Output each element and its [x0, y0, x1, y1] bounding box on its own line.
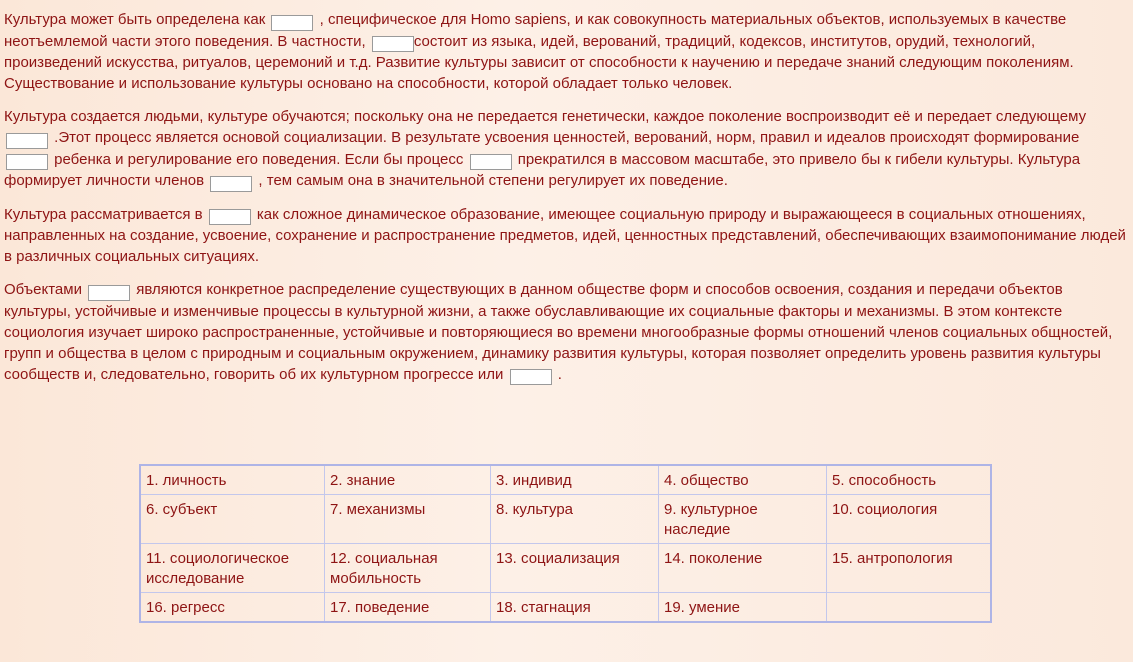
table-row: [140, 495, 991, 544]
answer-blank-6[interactable]: [210, 176, 252, 192]
text-segment: ребенка и регулирование его поведения. Если бы процесс: [50, 150, 468, 168]
text-segment: прекратился в массовом масштабе, это привело бы к гибели культуры. Культура формирует личности членов: [4, 150, 1081, 189]
option-cell: 17. поведение: [325, 593, 491, 623]
paragraph-4: [4, 279, 1129, 385]
option-cell: 2. знание: [325, 465, 491, 495]
answer-blank-2[interactable]: [372, 36, 414, 52]
text-segment: , тем самым она в значительной степени регулирует их поведение.: [254, 172, 728, 189]
option-cell: 9. культурное наследие: [659, 495, 827, 544]
text-segment: Культура может быть определена как: [4, 11, 270, 28]
text-segment: , специфическое для Homo sapiens, и как совокупность материальных объектов, используемых в качестве неотъемлемой части этого поведения. В частности,: [4, 11, 1067, 50]
option-cell: 6. субъект: [140, 495, 325, 544]
answer-blank-9[interactable]: [510, 369, 552, 385]
answer-blank-1[interactable]: [271, 15, 313, 31]
text-segment: .Этот процесс является основой социализации. В результате усвоения ценностей, верований, норм, правил и идеалов происходят формирование: [50, 129, 1080, 146]
option-cell: 11. социологическое исследование: [140, 544, 325, 593]
text-segment: Культура создается людьми, культуре обучаются; поскольку она не передается генетически, каждое поколение воспроизводит её и передает следующему: [4, 108, 1087, 125]
text-segment: Объектами: [4, 281, 87, 298]
paragraph-2: [4, 106, 1129, 192]
option-cell: 12. социальная мобильность: [325, 544, 491, 593]
option-cell: 5. способность: [827, 465, 992, 495]
option-cell: 4. общество: [659, 465, 827, 495]
option-cell: 15. антропология: [827, 544, 992, 593]
answer-options-table: [139, 464, 992, 623]
table-row: [140, 465, 991, 495]
text-segment: состоит из языка, идей, верований, традиций, кодексов, институтов, орудий, технологий, произведений искусства, ритуалов, церемоний и т.д. Развитие культуры зависит от способности к научению и передаче знаний следующим поколениям. Существование и использование культуры основано на способности, которой обладает только человек.: [4, 32, 1074, 92]
answer-blank-4[interactable]: [6, 154, 48, 170]
option-cell: 14. поколение: [659, 544, 827, 593]
text-segment: как сложное динамическое образование, имеющее социальную природу и выражающееся в социальных отношениях, направленных на создание, усвоение, сохранение и распространение предметов, идей, ценностных представлений, обеспечивающих взаимопонимание людей в различных социальных ситуациях.: [4, 205, 1126, 265]
paragraph-1: [4, 9, 1129, 94]
text-segment: являются конкретное распределение существующих в данном обществе форм и способов освоения, создания и передачи объектов культуры, устойчивые и изменчивые процессы в культурной жизни, а также обуславливающие их социальные факторы и механизмы. В этом контексте социология изучает широко распространенные, устойчивые и повторяющиеся во времени многообразные формы отношений членов социальных общностей, групп и общества в целом с природным и социальным окружением, динамику развития культуры, которая позволяет определить уровень развития культуры сообществ и, следовательно, говорить об их культурном прогрессе или: [4, 281, 1113, 383]
text-segment: .: [553, 365, 562, 383]
table-row: [140, 544, 991, 593]
option-cell: 10. социология: [827, 495, 992, 544]
answer-blank-5[interactable]: [470, 154, 512, 170]
answer-blank-8[interactable]: [88, 285, 130, 301]
answer-blank-7[interactable]: [209, 209, 251, 225]
option-cell: 13. социализация: [491, 544, 659, 593]
option-cell-empty: [827, 593, 992, 623]
text-segment: Культура рассматривается в: [4, 205, 207, 223]
option-cell: 7. механизмы: [325, 495, 491, 544]
option-cell: 16. регресс: [140, 593, 325, 623]
answer-blank-3[interactable]: [6, 133, 48, 149]
option-cell: 1. личность: [140, 465, 325, 495]
option-cell: 8. культура: [491, 495, 659, 544]
option-cell: 3. индивид: [491, 465, 659, 495]
option-cell: 18. стагнация: [491, 593, 659, 623]
exercise-text: [4, 9, 1129, 397]
table-row: [140, 593, 991, 623]
paragraph-3: [4, 204, 1129, 268]
option-cell: 19. умение: [659, 593, 827, 623]
